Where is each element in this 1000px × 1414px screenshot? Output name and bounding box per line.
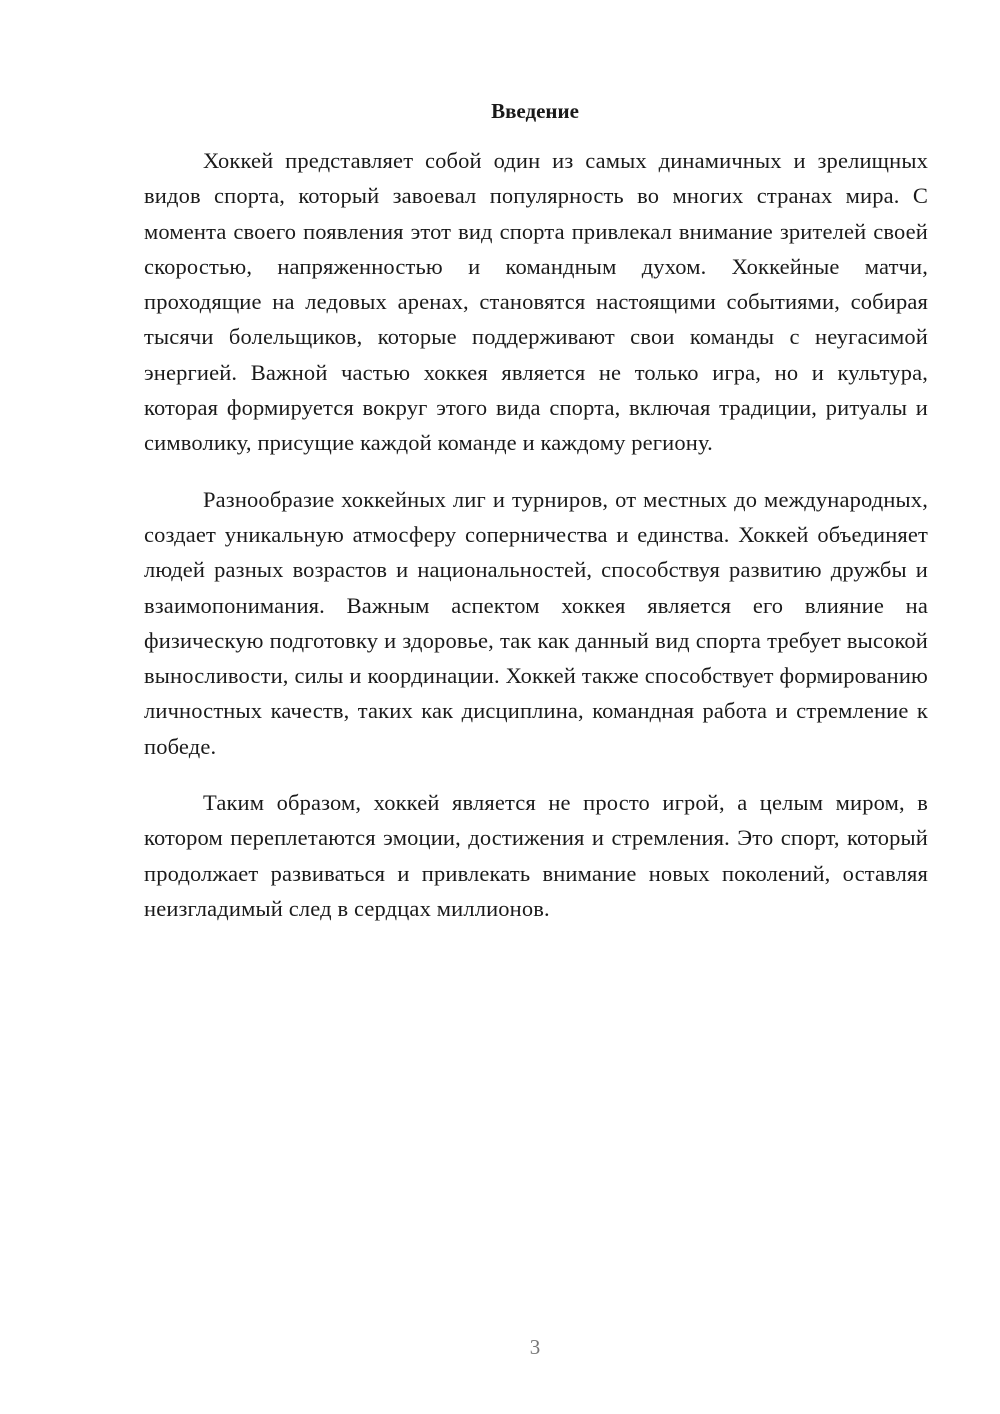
paragraph: Хоккей представляет собой один из самых динамичных и зрелищных видов спорта, который завоевал популярность во многих странах мира. С момента своего появления этот вид спорта привлекал внимание зрителей своей скоростью, напряженностью и командным духом. Хоккейные матчи, проходящие на ледовых аренах, становятся настоящими событиями, собирая тысячи болельщиков, которые поддерживают свои команды с неугасимой энергией. Важной частью хоккея является не только игра, но и культура, которая формируется вокруг этого вида спорта, включая традиции, ритуалы и символику, присущие каждой команде и каждому региону. <box>144 148 928 456</box>
page-number: 3 <box>529 1335 541 1359</box>
paragraph: Таким образом, хоккей является не просто игрой, а целым миром, в котором переплетаются эмоции, достижения и стремления. Это спорт, который продолжает развиваться и привлекать внимание новых поколений, оставляя неизгладимый след в сердцах миллионов. <box>144 790 928 921</box>
body-text <box>144 143 928 947</box>
paragraph: Разнообразие хоккейных лиг и турниров, от местных до международных, создает уникальную атмосферу соперничества и единства. Хоккей объединяет людей разных возрастов и национальностей, способствуя развитию дружбы и взаимопонимания. Важным аспектом хоккея является его влияние на физическую подготовку и здоровье, так как данный вид спорта требует высокой выносливости, силы и координации. Хоккей также способствует формированию личностных качеств, таких как дисциплина, командная работа и стремление к победе. <box>144 486 928 759</box>
section-heading: Введение <box>491 99 579 123</box>
